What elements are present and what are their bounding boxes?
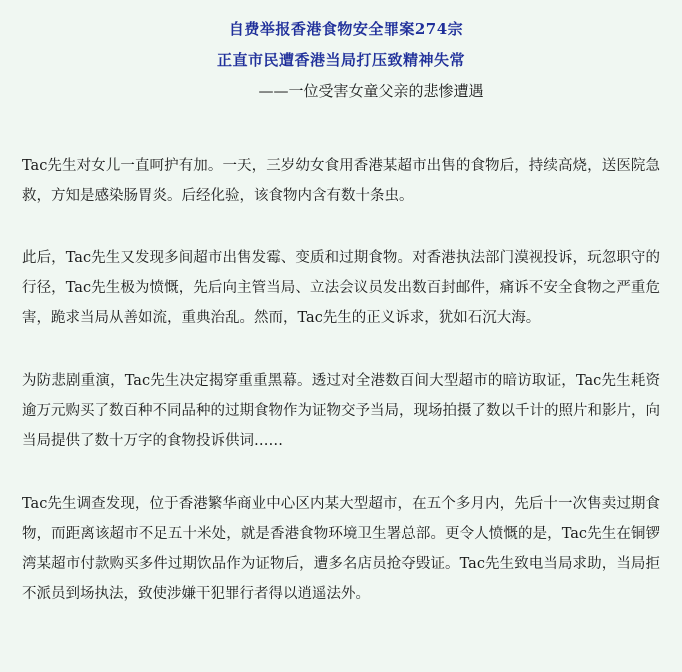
subheadline: ——一位受害女童父亲的悲惨遭遇 [258,82,484,100]
paragraph-1: Tac先生对女儿一直呵护有加。一天，三岁幼女食用香港某超市出售的食物后，持续高烧，送医院急救，方知是感染肠胃炎。后经化验，该食物内含有数十条虫。 [22,158,660,204]
paragraph-3: 为防悲剧重演，Tac先生决定揭穿重重黑幕。透过对全港数百间大型超市的暗访取证，Tac先生耗资逾万元购买了数百种不同品种的过期食物作为证物交予当局，现场拍摄了数以千计的照片和影片，向当局提供了数十万字的食物投诉供词…… [22,373,660,449]
headline-line-1: 自费举报香港食物安全罪案274宗 [228,20,464,38]
paragraph-4: Tac先生调查发现，位于香港繁华商业中心区内某大型超市，在五个多月内，先后十一次售卖过期食物，而距离该超市不足五十米处，就是香港食物环境卫生署总部。更令人愤慨的是，Tac先生在铜锣湾某超市付款购买多件过期饮品作为证物后，遭多名店员抢夺毁证。Tac先生致电当局求助，当局拒不派员到场执法，致使涉嫌干犯罪行者得以逍遥法外。 [22,496,660,602]
paragraph-2: 此后，Tac先生又发现多间超市出售发霉、变质和过期食物。对香港执法部门漠视投诉，玩忽职守的行径，Tac先生极为愤慨，先后向主管当局、立法会议员发出数百封邮件，痛诉不安全食物之严重危害，跪求当局从善如流，重典治乱。然而，Tac先生的正义诉求，犹如石沉大海。 [22,250,660,326]
headline-line-2: 正直市民遭香港当局打压致精神失常 [216,51,465,69]
